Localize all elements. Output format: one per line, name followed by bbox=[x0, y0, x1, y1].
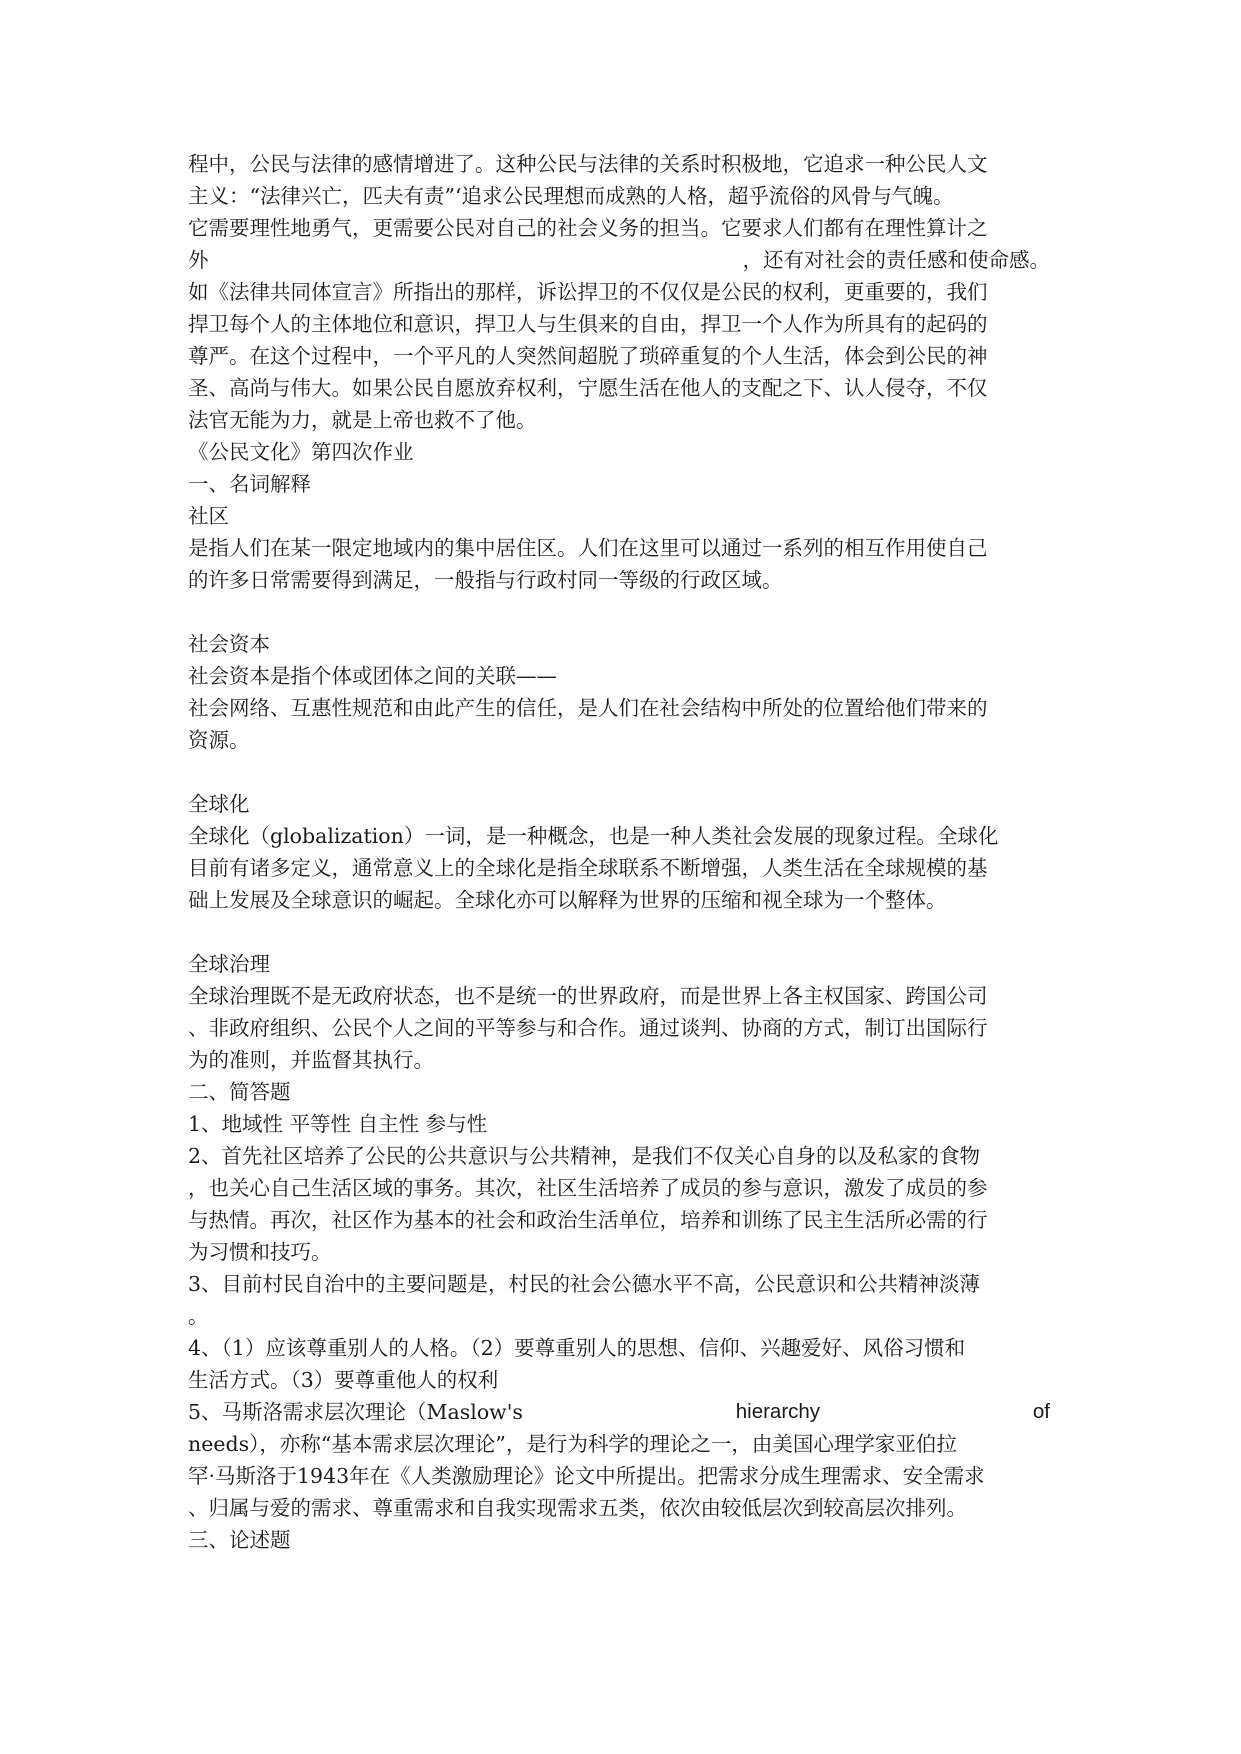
term-heading: 社会资本 bbox=[188, 632, 270, 656]
text-line: 如《法律共同体宣言》所指出的那样，诉讼捍卫的不仅仅是公民的权利，更重要的，我们 bbox=[188, 280, 988, 304]
answer-line: 1、地域性 平等性 自主性 参与性 bbox=[188, 1112, 488, 1136]
term-heading: 全球治理 bbox=[188, 952, 270, 976]
blank-line bbox=[188, 916, 1050, 948]
assignment-title: 《公民文化》第四次作业 bbox=[188, 440, 414, 464]
answer-line: 2、首先社区培养了公民的公共意识与公共精神，是我们不仅关心自身的以及私家的食物 bbox=[188, 1144, 981, 1168]
section-heading: 三、论述题 bbox=[188, 1528, 291, 1552]
justified-line bbox=[188, 1396, 1050, 1428]
text-line: 社会网络、互惠性规范和由此产生的信任，是人们在社会结构中所处的位置给他们带来的 bbox=[188, 696, 988, 720]
text-line: 生活方式。（3）要尊重他人的权利 bbox=[188, 1368, 499, 1392]
text-line: 与热情。再次，社区作为基本的社会和政治生活单位，培养和训练了民主生活所必需的行 bbox=[188, 1208, 988, 1232]
text-line: 程中，公民与法律的感情增进了。这种公民与法律的关系时积极地，它追求一种公民人文 bbox=[188, 152, 988, 176]
text-line: ，也关心自己生活区域的事务。其次，社区生活培养了成员的参与意识，激发了成员的参 bbox=[188, 1176, 988, 1200]
text-fragment: 5、马斯洛需求层次理论（Maslow's bbox=[188, 1400, 523, 1424]
text-line: 资源。 bbox=[188, 728, 250, 752]
text-line: needs），亦称“基本需求层次理论”，是行为科学的理论之一，由美国心理学家亚伯拉 bbox=[188, 1432, 957, 1456]
text-line: 为习惯和技巧。 bbox=[188, 1240, 332, 1264]
blank-line bbox=[188, 596, 1050, 628]
term-heading: 全球化 bbox=[188, 792, 250, 816]
section-heading: 一、名词解释 bbox=[188, 472, 311, 496]
text-fragment: hierarchy bbox=[735, 1400, 821, 1423]
blank-line bbox=[188, 756, 1050, 788]
justified-line bbox=[188, 244, 1050, 276]
answer-line: 3、目前村民自治中的主要问题是，村民的社会公德水平不高，公民意识和公共精神淡薄 bbox=[188, 1272, 981, 1296]
text-line: 是指人们在某一限定地域内的集中居住区。人们在这里可以通过一系列的相互作用使自己 bbox=[188, 536, 988, 560]
answer-line: 4、（1）应该尊重别人的人格。（2）要尊重别人的思想、信仰、兴趣爱好、风俗习惯和 bbox=[188, 1336, 966, 1360]
text-line: 目前有诸多定义，通常意义上的全球化是指全球联系不断增强，人类生活在全球规模的基 bbox=[188, 856, 988, 880]
text-line: 全球化（globalization）一词，是一种概念，也是一种人类社会发展的现象过程。全球化 bbox=[188, 824, 999, 848]
text-line: 主义：“法律兴亡，匹夫有责”‘追求公民理想而成熟的人格，超乎流俗的风骨与气魄。 bbox=[188, 184, 954, 208]
text-line: 罕·马斯洛于1943年在《人类激励理论》论文中所提出。把需求分成生理需求、安全需求 bbox=[188, 1464, 985, 1488]
text-line: 为的准则，并监督其执行。 bbox=[188, 1048, 434, 1072]
text-line: 尊严。在这个过程中，一个平凡的人突然间超脱了琐碎重复的个人生活，体会到公民的神 bbox=[188, 344, 988, 368]
text-line: 全球治理既不是无政府状态，也不是统一的世界政府，而是世界上各主权国家、跨国公司 bbox=[188, 984, 988, 1008]
text-line: 。 bbox=[188, 1304, 209, 1328]
text-fragment: 外 bbox=[188, 248, 209, 272]
text-line: 的许多日常需要得到满足，一般指与行政村同一等级的行政区域。 bbox=[188, 568, 783, 592]
text-line: 它需要理性地勇气，更需要公民对自己的社会义务的担当。它要求人们都有在理性算计之 bbox=[188, 216, 988, 240]
text-line: 圣、高尚与伟大。如果公民自愿放弃权利，宁愿生活在他人的支配之下、认人侵夺，不仅 bbox=[188, 376, 988, 400]
text-line: 捍卫每个人的主体地位和意识，捍卫人与生俱来的自由，捍卫一个人作为所具有的起码的 bbox=[188, 312, 988, 336]
document-body bbox=[188, 148, 1050, 1556]
text-line: 、非政府组织、公民个人之间的平等参与和合作。通过谈判、协商的方式，制订出国际行 bbox=[188, 1016, 988, 1040]
text-line: 础上发展及全球意识的崛起。全球化亦可以解释为世界的压缩和视全球为一个整体。 bbox=[188, 888, 947, 912]
text-line: 社会资本是指个体或团体之间的关联—— bbox=[188, 664, 557, 688]
text-line: 、归属与爱的需求、尊重需求和自我实现需求五类，依次由较低层次到较高层次排列。 bbox=[188, 1496, 967, 1520]
section-heading: 二、简答题 bbox=[188, 1080, 291, 1104]
term-heading: 社区 bbox=[188, 504, 229, 528]
text-fragment: of bbox=[1032, 1400, 1050, 1423]
text-fragment: ，还有对社会的责任感和使命感。 bbox=[742, 248, 1050, 272]
text-line: 法官无能为力，就是上帝也救不了他。 bbox=[188, 408, 537, 432]
